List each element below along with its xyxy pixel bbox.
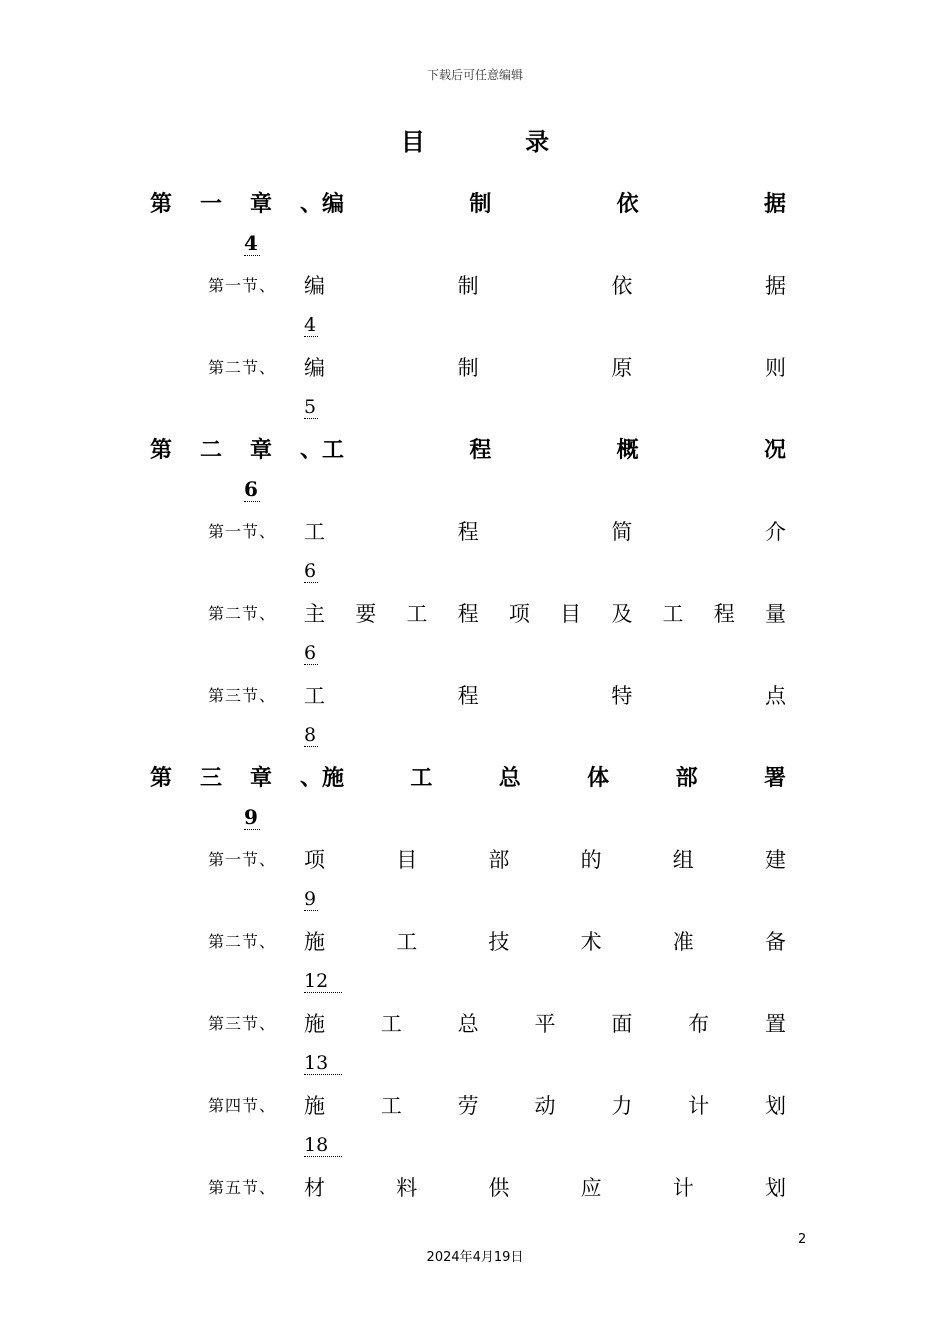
section-label: 第一节、	[208, 522, 277, 541]
chapter-label: 第 一 章 、	[150, 191, 322, 217]
section-label: 第二节、	[208, 358, 277, 377]
toc-section-entry[interactable]	[150, 592, 786, 674]
section-heading-text: 编 制 依 据	[304, 273, 786, 298]
section-label: 第三节、	[208, 1014, 277, 1033]
toc-chapter-entry[interactable]	[150, 756, 786, 838]
toc-section-entry[interactable]	[150, 1002, 786, 1084]
toc-section-entry[interactable]	[150, 838, 786, 920]
toc-section-entry[interactable]	[150, 264, 786, 346]
toc-page-number: 8	[304, 724, 317, 746]
chapter-label: 第 二 章 、	[150, 437, 322, 463]
toc-page-number: 9	[304, 888, 317, 910]
toc-section-entry[interactable]	[150, 346, 786, 428]
toc-page-number: 12	[304, 970, 342, 993]
toc-page-number: 6	[304, 642, 317, 664]
toc-page-number: 4	[244, 231, 258, 255]
toc-page-number: 6	[244, 477, 258, 501]
toc-page-number: 4	[304, 314, 317, 336]
toc-section-entry[interactable]	[150, 920, 786, 1002]
toc-title: 目 录	[400, 127, 596, 156]
chapter-heading-text: 工 程 概 况	[322, 437, 786, 463]
toc-page-number: 5	[304, 396, 317, 418]
chapter-heading-text: 施 工 总 体 部 署	[322, 765, 786, 791]
section-heading-text: 施 工 劳 动 力 计 划	[304, 1093, 786, 1118]
toc-chapter-entry[interactable]	[150, 428, 786, 510]
section-heading-text: 编 制 原 则	[304, 355, 786, 380]
toc-page-number: 9	[244, 805, 258, 829]
toc-page-number: 18	[304, 1134, 342, 1157]
section-heading-text: 施 工 总 平 面 布 置	[304, 1011, 786, 1036]
page-header: 下载后可任意编辑	[426, 68, 523, 82]
section-label: 第一节、	[208, 276, 277, 295]
section-label: 第二节、	[208, 932, 277, 951]
section-heading-text: 工 程 特 点	[304, 683, 786, 708]
chapter-heading-text: 编 制 依 据	[322, 191, 786, 217]
section-label: 第一节、	[208, 850, 277, 869]
section-heading-text: 施 工 技 术 准 备	[304, 929, 786, 954]
section-heading-text: 材 料 供 应 计 划	[304, 1175, 786, 1200]
section-label: 第四节、	[208, 1096, 277, 1115]
table-of-contents	[150, 182, 786, 1207]
page-number: 2	[798, 1232, 807, 1247]
section-label: 第三节、	[208, 686, 277, 705]
toc-section-entry[interactable]	[150, 1166, 786, 1207]
section-label: 第五节、	[208, 1178, 277, 1197]
page-footer-date: 2024年4月19日	[426, 1250, 524, 1265]
toc-section-entry[interactable]	[150, 510, 786, 592]
toc-section-entry[interactable]	[150, 674, 786, 756]
section-heading-text: 工 程 简 介	[304, 519, 786, 544]
toc-page-number: 6	[304, 560, 317, 582]
section-heading-text: 项 目 部 的 组 建	[304, 847, 786, 872]
toc-section-entry[interactable]	[150, 1084, 786, 1166]
toc-chapter-entry[interactable]	[150, 182, 786, 264]
section-heading-text: 主 要 工 程 项 目 及 工 程 量	[304, 601, 786, 626]
section-label: 第二节、	[208, 604, 277, 623]
toc-page-number: 13	[304, 1052, 342, 1075]
chapter-label: 第 三 章 、	[150, 765, 322, 791]
